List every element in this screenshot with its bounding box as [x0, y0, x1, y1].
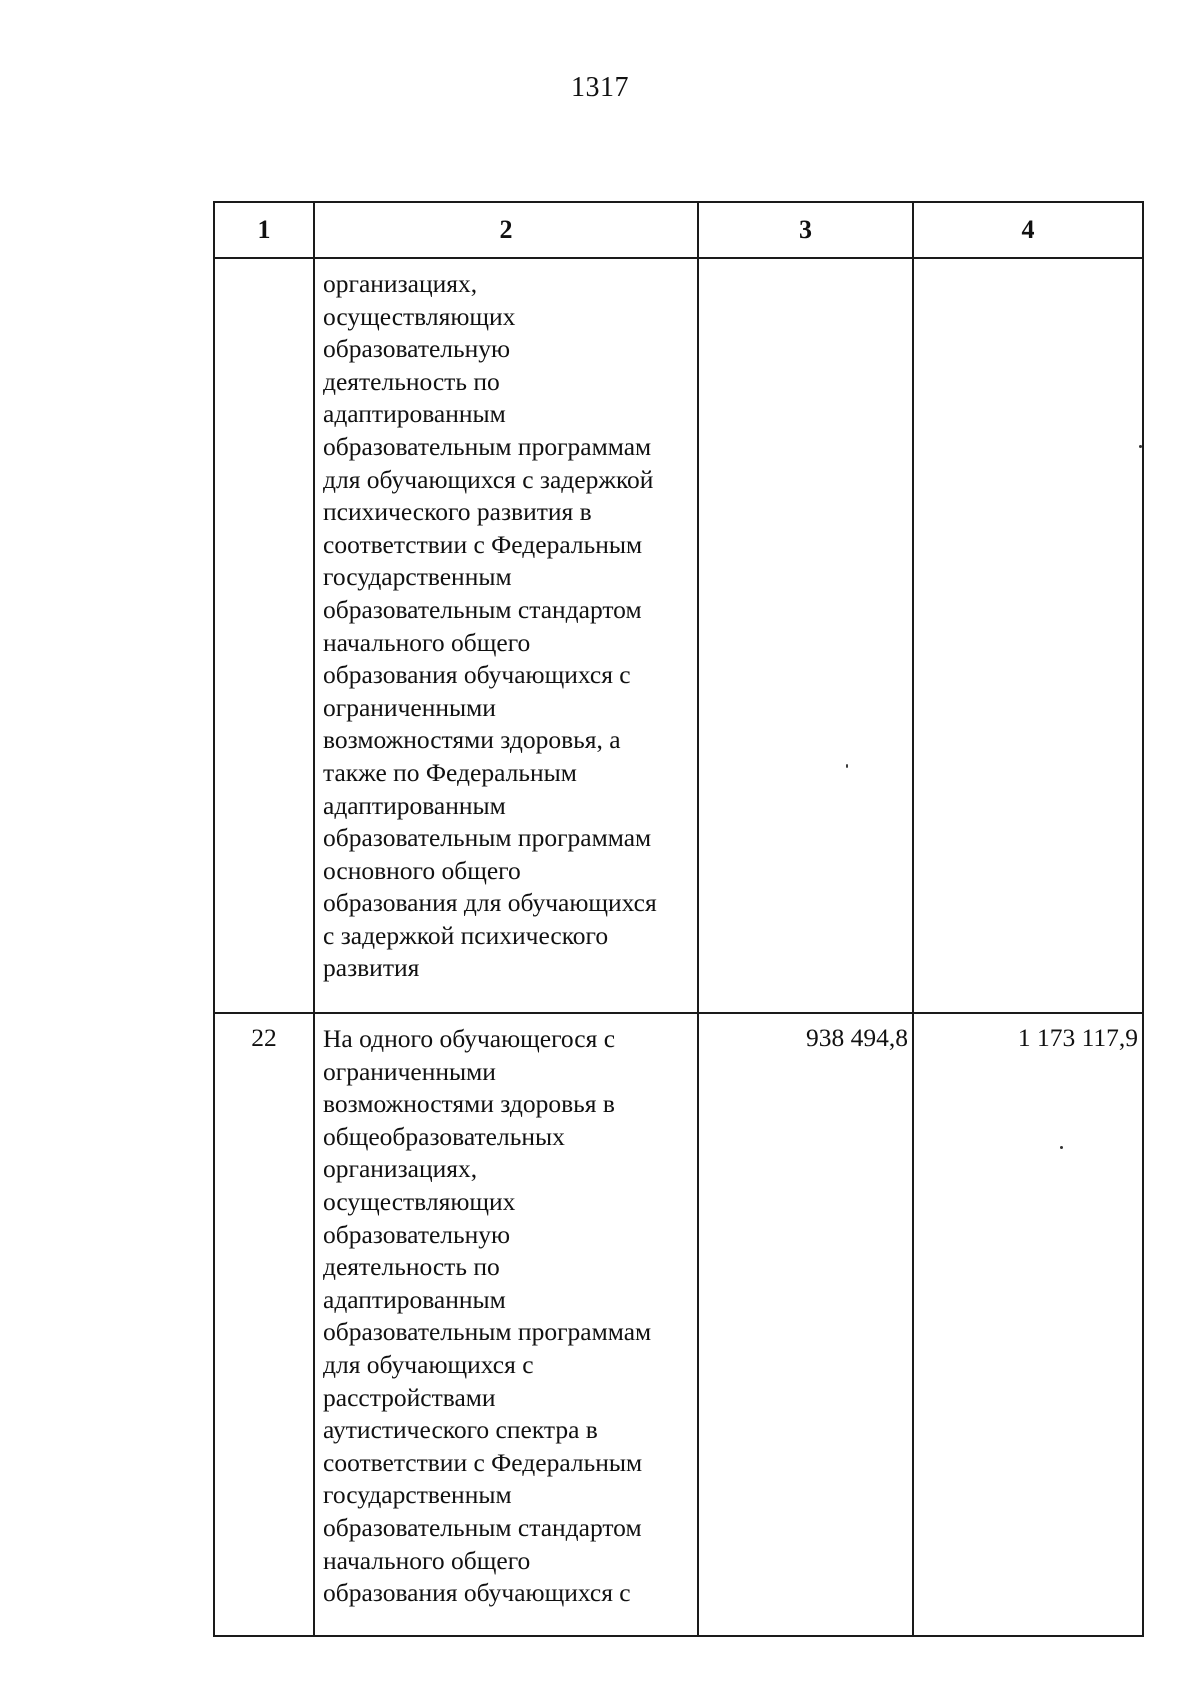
header-col-3: 3: [698, 202, 913, 258]
description-line: государственным: [323, 1480, 512, 1510]
description-line: для обучающихся с задержкой: [323, 464, 654, 494]
description-line: государственным: [323, 562, 512, 592]
description-line: образовательным стандартом: [323, 1512, 642, 1542]
row-number-cell: [214, 258, 314, 1013]
description-line: общеобразовательных: [323, 1121, 565, 1151]
row-description-cell: [314, 258, 698, 1013]
description-line: деятельность по: [323, 366, 500, 396]
document-table-container: [213, 201, 1142, 1637]
description-line: психического развития в: [323, 497, 592, 527]
norms-table: [213, 201, 1144, 1637]
description-line: образовательным программам: [323, 1317, 652, 1347]
description-line: деятельность по: [323, 1252, 500, 1282]
description-line: образовательную: [323, 1219, 511, 1249]
table-row: [214, 258, 1143, 1013]
scan-speck: [846, 764, 848, 768]
description-line: аутистического спектра в: [323, 1415, 598, 1445]
description-lines: [323, 1023, 693, 1610]
description-line: адаптированным: [323, 399, 506, 429]
header-col-1: 1: [214, 202, 314, 258]
row-value-col-3: [698, 258, 913, 1013]
description-line: с задержкой психического: [323, 920, 609, 950]
description-line: ограниченными: [323, 1056, 496, 1086]
description-line: На одного обучающегося с: [323, 1024, 616, 1053]
description-line: организациях,: [323, 1154, 478, 1184]
description-line: образовательным программам: [323, 823, 652, 853]
table-row: [214, 1013, 1143, 1636]
scan-speck: [1139, 445, 1142, 448]
description-line: образования для обучающихся: [323, 888, 657, 918]
row-value-col-4: 1 173 117,9: [913, 1013, 1143, 1636]
description-lines: [323, 268, 693, 985]
description-line: расстройствами: [323, 1382, 496, 1412]
description-line: начального общего: [323, 1545, 531, 1575]
description-line: соответствии с Федеральным: [323, 529, 643, 559]
page-number: 1317: [571, 72, 629, 103]
description-line: адаптированным: [323, 1284, 506, 1314]
description-line: организациях,: [323, 269, 478, 298]
scan-speck: [1060, 1146, 1063, 1149]
table-header-row: [214, 202, 1143, 258]
description-line: образовательным стандартом: [323, 594, 642, 624]
description-line: возможностями здоровья в: [323, 1089, 615, 1119]
description-line: адаптированным: [323, 790, 506, 820]
description-line: образования обучающихся с: [323, 660, 631, 690]
description-line: образовательную: [323, 334, 511, 364]
row-number-cell: 22: [214, 1013, 314, 1636]
row-value-col-4: [913, 258, 1143, 1013]
description-line: возможностями здоровья, а: [323, 725, 621, 755]
description-line: соответствии с Федеральным: [323, 1447, 643, 1477]
description-line: ограниченными: [323, 692, 496, 722]
header-col-2: 2: [314, 202, 698, 258]
description-line: образования обучающихся с: [323, 1578, 631, 1608]
description-line: осуществляющих: [323, 1186, 516, 1216]
row-value-col-3: 938 494,8: [698, 1013, 913, 1636]
description-line: развития: [323, 953, 420, 983]
header-col-4: 4: [913, 202, 1143, 258]
row-description-cell: [314, 1013, 698, 1636]
description-line: образовательным программам: [323, 431, 652, 461]
description-line: основного общего: [323, 855, 521, 885]
description-line: для обучающихся с: [323, 1349, 534, 1379]
description-line: начального общего: [323, 627, 531, 657]
description-line: также по Федеральным: [323, 757, 577, 787]
description-line: осуществляющих: [323, 301, 516, 331]
